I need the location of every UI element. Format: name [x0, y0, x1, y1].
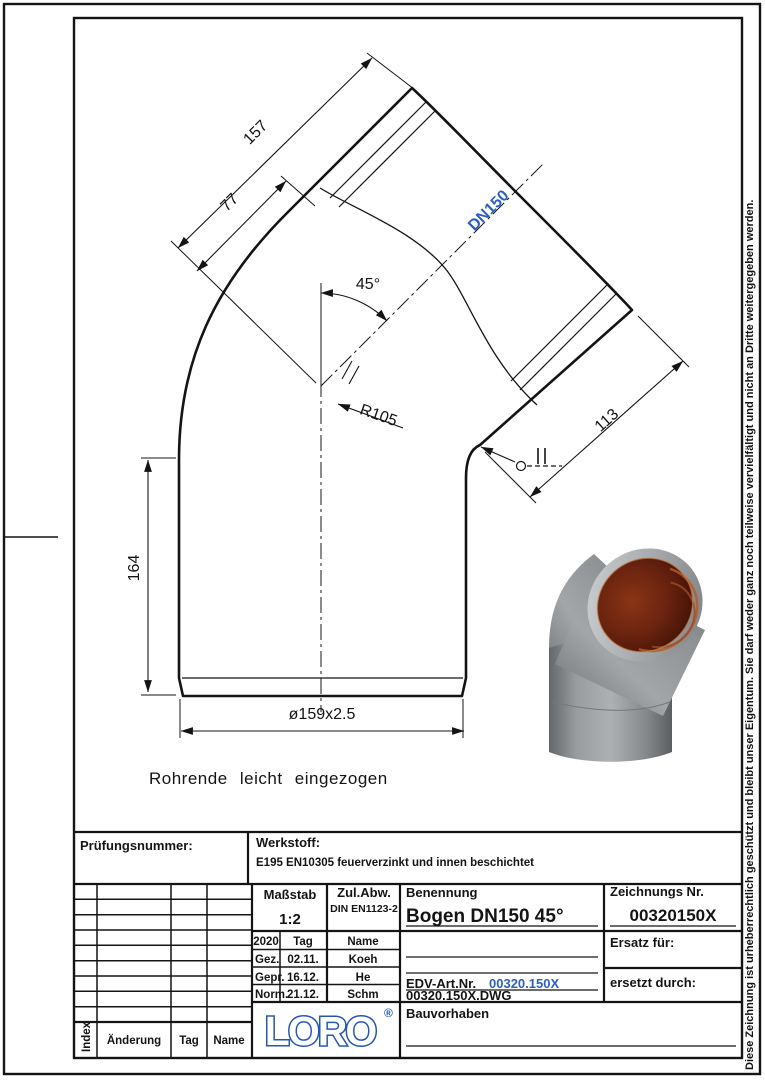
dim-angle: 45° — [355, 276, 381, 293]
pruefungsnummer-label: Prüfungsnummer: — [80, 838, 193, 853]
weld-symbol — [481, 447, 562, 471]
massstab-value: 1:2 — [279, 911, 301, 928]
zeichnungs-nr-label: Zeichnungs Nr. — [610, 884, 704, 899]
row-gepr-name: He — [355, 972, 371, 984]
dimension-77 — [197, 176, 315, 271]
row-norm-name: Schm — [347, 989, 379, 1001]
dimension-diameter — [180, 699, 464, 738]
dn150-label: DN150 — [465, 187, 513, 235]
row-norm-label: Norm. — [255, 989, 289, 1001]
aenderung-label: Änderung — [106, 1035, 162, 1047]
tag-label-bottom: Tag — [179, 1035, 199, 1047]
name-label-bottom: Name — [213, 1035, 245, 1047]
dim-radius: R105 — [357, 401, 400, 431]
edv-label: EDV-Art.Nr. — [406, 976, 477, 991]
dimension-164 — [126, 458, 176, 695]
center-lines — [321, 162, 545, 712]
row-gez-name: Koeh — [348, 954, 378, 966]
edv-value: 00320.150X — [489, 976, 560, 991]
dimension-113 — [485, 316, 689, 503]
break-line — [320, 188, 537, 405]
row-norm-tag: 21.12. — [287, 989, 319, 1001]
row-gez-tag: 02.11. — [287, 954, 319, 966]
row-gez-label: Gez. — [255, 954, 280, 966]
logo-registered-mark: ® — [384, 1006, 393, 1020]
dim-socket-depth: 77 — [217, 190, 243, 216]
tag-header: Tag — [293, 936, 313, 948]
row-gepr-label: Gepr. — [255, 972, 285, 984]
benennung-value: Bogen DN150 45° — [406, 906, 564, 927]
zul-abw-value: DIN EN1123-2 — [330, 903, 398, 915]
ersetzt-label: ersetzt durch: — [610, 975, 696, 990]
angle-dimension — [321, 276, 387, 390]
dwg-file: 00320.150X.DWG — [406, 988, 512, 1003]
werkstoff-label: Werkstoff: — [256, 835, 321, 850]
copyright-note: Diese Zeichnung ist urheberrechtlich geschützt und bleibt unser Eigentum. Sie darf weder ganz noch teilweise vervielfältigt und nicht an Dritte weitergegeben werden. — [744, 199, 756, 1070]
product-photo — [549, 525, 725, 761]
loro-logo: LORO — [264, 1008, 376, 1054]
radius-dimension — [338, 401, 403, 430]
dim-total-length: 157 — [240, 117, 272, 149]
bauvorhaben-label: Bauvorhaben — [406, 1006, 490, 1021]
ersatz-label: Ersatz für: — [610, 935, 675, 950]
socket-lines — [330, 102, 616, 390]
name-header: Name — [347, 936, 379, 948]
dim-diameter: ø159x2.5 — [288, 706, 356, 723]
index-label: Index — [81, 1021, 93, 1052]
benennung-label: Benennung — [406, 885, 478, 900]
row-gepr-tag: 16.12. — [287, 972, 319, 984]
year-cell: 2020 — [253, 936, 279, 948]
dim-end-length: 113 — [591, 405, 623, 436]
dim-straight-height: 164 — [126, 554, 143, 582]
drawing-note: Rohrende leicht eingezogen — [149, 769, 388, 788]
werkstoff-value: E195 EN10305 feuerverzinkt und innen beschichtet — [256, 857, 535, 869]
massstab-label: Maßstab — [263, 887, 317, 902]
zeichnungs-nr-value: 00320150X — [629, 906, 717, 925]
center-line-ticks — [342, 361, 359, 384]
zul-abw-label: Zul.Abw. — [337, 885, 391, 900]
